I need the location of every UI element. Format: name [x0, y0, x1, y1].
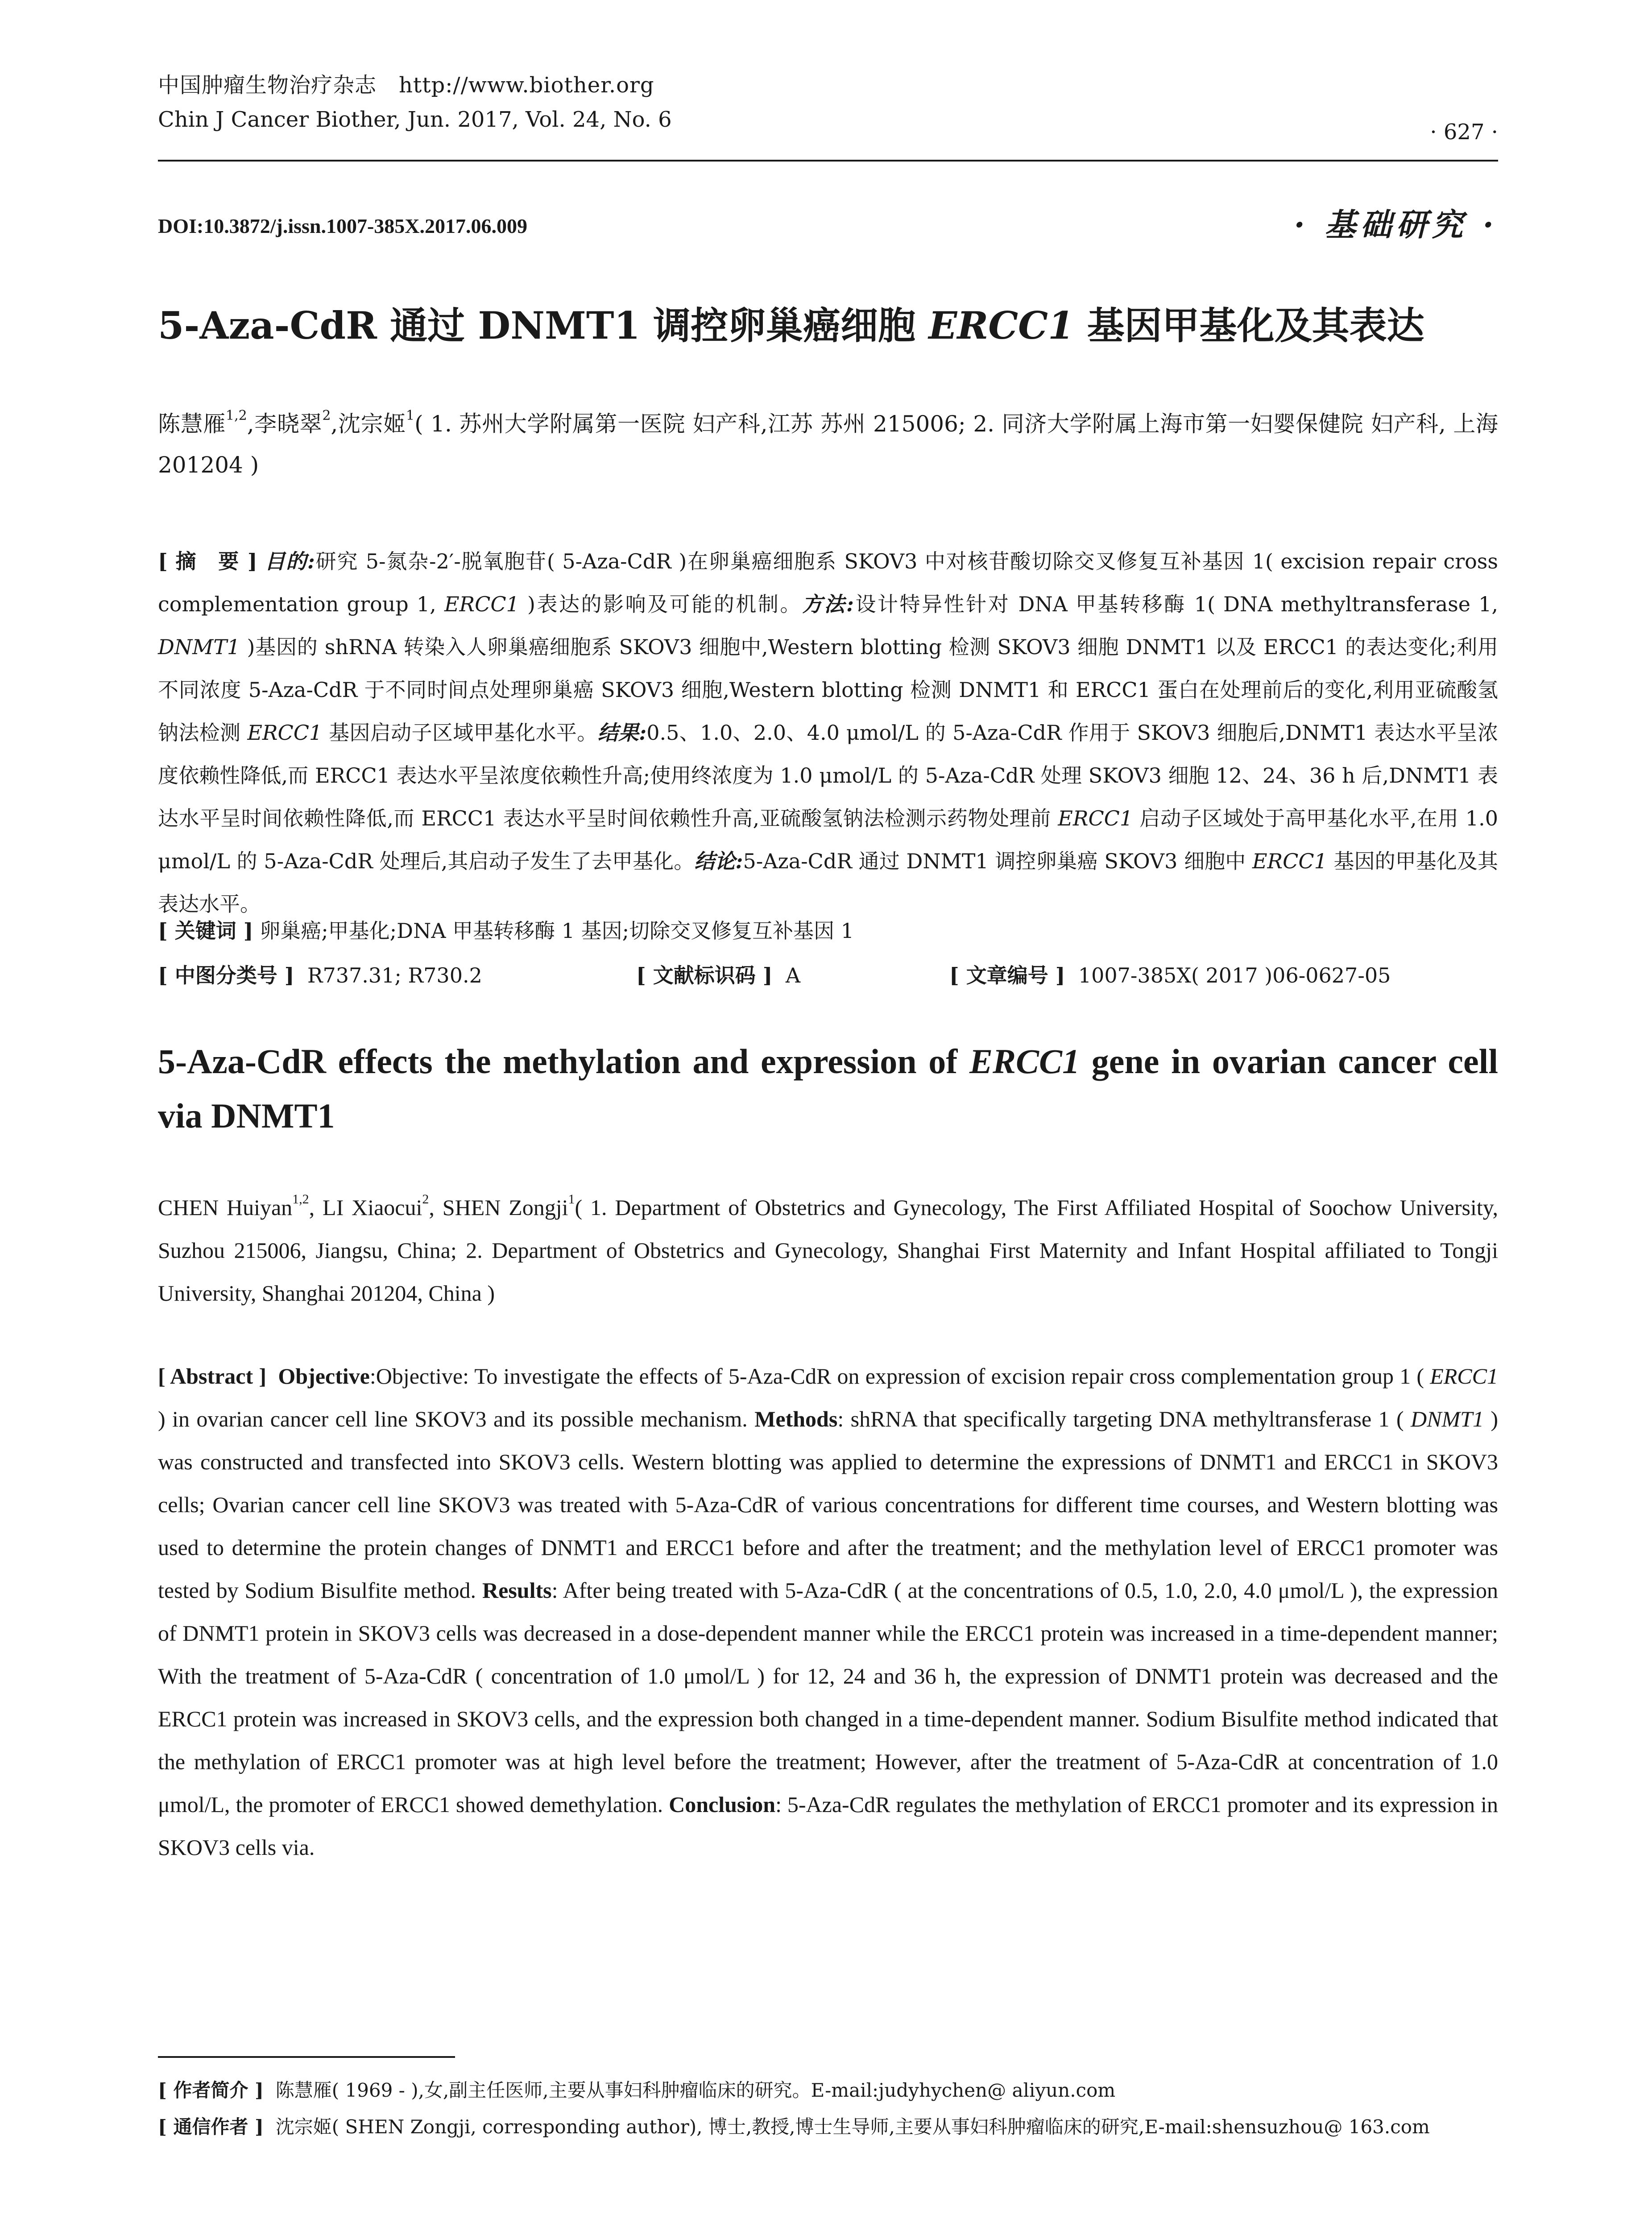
abstract-en-results-text: : After being treated with 5-Aza-CdR ( at the concentrations of 0.5, 1.0, 2.0, 4.0 μmol/L ), the expression of DNMT1 protein in SKOV3 cells was decreased in a dose-dependent manner while the ERCC1 protein was increased in a time-dependent manner; With the treatment of 5-Aza-CdR ( concentration of 1.0 μmol/L ) for 12, 24 and 36 h, the expression of DNMT1 protein was decreased and the ERCC1 protein was increased in SKOV3 cells, and the expression both changed in a time-dependent manner. Sodium Bisulfite method indicated that the methylation of ERCC1 promoter was at high level before the treatment; However, after the treatment of 5-Aza-CdR at concentration of 1.0 μmol/L, the promoter of ERCC1 showed demethylation. — [158, 1578, 1498, 1817]
abstract-en-conclusion-label: Conclusion — [669, 1792, 776, 1817]
author-cn-3-affil: 1 — [406, 408, 415, 423]
article-number-label: [ 文章编号 ] — [949, 963, 1065, 987]
article-number-value: 1007-385X( 2017 )06-0627-05 — [1078, 963, 1391, 987]
abstract-en-conclusion-text: : 5-Aza-CdR regulates the methylation of ERCC1 promoter and its expression in SKOV3 cells via. — [158, 1792, 1499, 1860]
abstract-cn-methods-gene-2: ERCC1 — [247, 721, 323, 745]
abstract-cn-methods-gene: DNMT1 — [158, 635, 240, 659]
author-cn-1: 陈慧雁 — [158, 411, 226, 437]
author-cn-1-affil: 1,2 — [226, 408, 247, 423]
abstract-en-objective-label: Objective — [278, 1364, 370, 1389]
title-en-part1: 5-Aza-CdR effects the methylation and expression of — [158, 1042, 969, 1081]
title-cn-part1: 5-Aza-CdR 通过 DNMT1 调控卵巢癌细胞 — [158, 303, 929, 348]
abstract-cn-results-gene: ERCC1 — [1058, 806, 1133, 830]
abstract-en-objective-text-2: ) in ovarian cancer cell line SKOV3 and its possible mechanism. — [158, 1406, 755, 1431]
abstract-en-heading: [ Abstract ] — [158, 1364, 266, 1389]
authors-cn — [158, 403, 1498, 485]
abstract-en — [158, 1355, 1498, 1869]
abstract-en-methods-gene: DNMT1 — [1411, 1406, 1484, 1431]
doc-code-label: [ 文献标识码 ] — [636, 963, 773, 987]
author-cn-2: ,李晓翠 — [247, 411, 323, 437]
abstract-cn-conclusion-text-2: 基因的甲基化及其表达水平。 — [158, 849, 1499, 916]
abstract-cn-objective-text-2: )表达的影响及可能的机制。 — [519, 592, 802, 616]
author-en-3: , SHEN Zongji — [429, 1195, 568, 1220]
abstract-en-results-label: Results — [482, 1578, 552, 1603]
abstract-cn-methods-text-3: 基因启动子区域甲基化水平。 — [322, 721, 598, 745]
footnote-rule — [158, 2056, 455, 2058]
clc-value: R737.31; R730.2 — [307, 963, 482, 987]
abstract-cn-results-text: 0.5、1.0、2.0、4.0 μmol/L 的 5-Aza-CdR 作用于 SKOV3 细胞后,DNMT1 表达水平呈浓度依赖性降低,而 ERCC1 表达水平呈浓度依赖性升高;使用终浓度为 1.0 μmol/L 的 5-Aza-CdR 处理 SKOV3 细胞 12、24、36 h 后,DNMT1 表达水平呈时间依赖性降低,而 ERCC1 表达水平呈时间依赖性升高,亚硫酸氢钠法检测示药物处理前 — [158, 721, 1499, 830]
author-en-1: CHEN Huiyan — [158, 1195, 293, 1220]
abstract-en-objective-gene: ERCC1 — [1430, 1364, 1499, 1389]
footnote-corresponding-text: 沈宗姬( SHEN Zongji, corresponding author), 博士,教授,博士生导师,主要从事妇科肿瘤临床的研究,E-mail:shensuzhou@ 163.com — [275, 2116, 1430, 2138]
journal-url: http://www.biother.org — [399, 73, 654, 98]
page-number: · 627 · — [1430, 120, 1498, 145]
footnote-author-info — [158, 2076, 1498, 2102]
author-cn-3: ,沈宗姬 — [331, 411, 406, 437]
keywords — [158, 915, 1498, 944]
footnote-author-text: 陈慧雁( 1969 - ),女,副主任医师,主要从事妇科肿瘤临床的研究。E-mail:judyhychen@ aliyun.com — [275, 2079, 1116, 2101]
journal-issue-info: Chin J Cancer Biother, Jun. 2017, Vol. 24, No. 6 — [158, 107, 672, 132]
affiliations-en: ( 1. Department of Obstetrics and Gynecology, The First Affiliated Hospital of Soochow University, Suzhou 215006, Jiangsu, China; 2. Department of Obstetrics and Gynecology, Shanghai First Maternity and Infant Hospital affiliated to Tongji University, Shanghai 201204, China ) — [158, 1195, 1498, 1306]
abstract-en-methods-label: Methods — [754, 1406, 838, 1431]
header-rule — [158, 160, 1498, 162]
title-en-gene: ERCC1 — [969, 1042, 1080, 1081]
footnote-corresponding-label: [ 通信作者 ] — [158, 2116, 264, 2138]
affiliations-cn: ( 1. 苏州大学附属第一医院 妇产科,江苏 苏州 215006; 2. 同济大学附属上海市第一妇婴保健院 妇产科, 上海 201204 ) — [158, 411, 1498, 478]
author-en-2-affil: 2 — [422, 1192, 429, 1207]
author-en-2: , LI Xiaocui — [309, 1195, 422, 1220]
title-cn-part2: 基因甲基化及其表达 — [1074, 303, 1424, 348]
footnote-corresponding — [158, 2112, 1498, 2139]
authors-en — [158, 1186, 1498, 1315]
doc-code-value: A — [785, 963, 801, 987]
journal-name-line — [158, 68, 654, 99]
abstract-cn-conclusion-text: 5-Aza-CdR 通过 DNMT1 调控卵巢癌 SKOV3 细胞中 — [743, 849, 1252, 873]
abstract-en-methods-text: : shRNA that specifically targeting DNA methyltransferase 1 ( — [837, 1406, 1411, 1431]
clc-label: [ 中图分类号 ] — [158, 963, 294, 987]
classification-line — [158, 959, 1498, 989]
title-en — [158, 1034, 1498, 1143]
keywords-text: 卵巢癌;甲基化;DNA 甲基转移酶 1 基因;切除交叉修复互补基因 1 — [260, 919, 854, 943]
abstract-cn-results-text-2: 启动子区域处于高甲基化水平,在用 1.0 μmol/L 的 5-Aza-CdR 处理后,其启动子发生了去甲基化。 — [158, 806, 1498, 873]
abstract-cn-heading: [ 摘 要 ] — [158, 549, 257, 573]
abstract-cn-conclusion-gene: ERCC1 — [1252, 849, 1327, 873]
abstract-cn — [158, 540, 1498, 925]
abstract-cn-objective-label: 目的: — [265, 549, 315, 573]
author-cn-2-affil: 2 — [322, 408, 331, 423]
abstract-cn-objective-text: 研究 5-氮杂-2′-脱氧胞苷( 5-Aza-CdR )在卵巢癌细胞系 SKOV3 中对核苷酸切除交叉修复互补基因 1( excision repair cross complementation group 1, — [158, 549, 1498, 616]
abstract-en-methods-text-2: ) was constructed and transfected into SKOV3 cells. Western blotting was applied to determine the expressions of DNMT1 and ERCC1 in SKOV3 cells; Ovarian cancer cell line SKOV3 was treated with 5-Aza-CdR of various concentrations for different time courses, and Western blotting was used to determine the protein changes of DNMT1 and ERCC1 before and after the treatment; and the methylation level of ERCC1 promoter was tested by Sodium Bisulfite method. — [158, 1406, 1498, 1603]
footnote-author-label: [ 作者简介 ] — [158, 2079, 264, 2101]
doi: DOI:10.3872/j.issn.1007-385X.2017.06.009 — [158, 215, 528, 237]
section-label: · 基础研究 · — [1294, 206, 1498, 243]
abstract-cn-methods-label: 方法: — [802, 592, 854, 616]
author-en-3-affil: 1 — [568, 1192, 575, 1207]
title-en-part2: gene in ovarian cancer cell via DNMT1 — [158, 1042, 1499, 1135]
journal-name-cn: 中国肿瘤生物治疗杂志 — [158, 73, 377, 98]
abstract-cn-methods-text: 设计特异性针对 DNA 甲基转移酶 1( DNA methyltransferase 1, — [853, 592, 1499, 616]
abstract-cn-results-label: 结果: — [597, 721, 647, 745]
abstract-cn-conclusion-label: 结论: — [694, 849, 743, 873]
keywords-label: [ 关键词 ] — [158, 919, 253, 943]
abstract-en-objective-text: :Objective: To investigate the effects of 5-Aza-CdR on expression of excision repair cross complementation group 1 ( — [369, 1364, 1430, 1389]
abstract-cn-objective-gene: ERCC1 — [444, 592, 519, 616]
title-cn-gene: ERCC1 — [928, 303, 1074, 348]
author-en-1-affil: 1,2 — [292, 1192, 309, 1207]
title-cn — [158, 303, 1498, 348]
abstract-cn-methods-text-2: )基因的 shRNA 转染入人卵巢癌细胞系 SKOV3 细胞中,Western blotting 检测 SKOV3 细胞 DNMT1 以及 ERCC1 的表达变化;利用不同浓度 5-Aza-CdR 于不同时间点处理卵巢癌 SKOV3 细胞,Western blotting 检测 DNMT1 和 ERCC1 蛋白在处理前后的变化,利用亚硫酸氢钠法检测 — [158, 635, 1498, 745]
